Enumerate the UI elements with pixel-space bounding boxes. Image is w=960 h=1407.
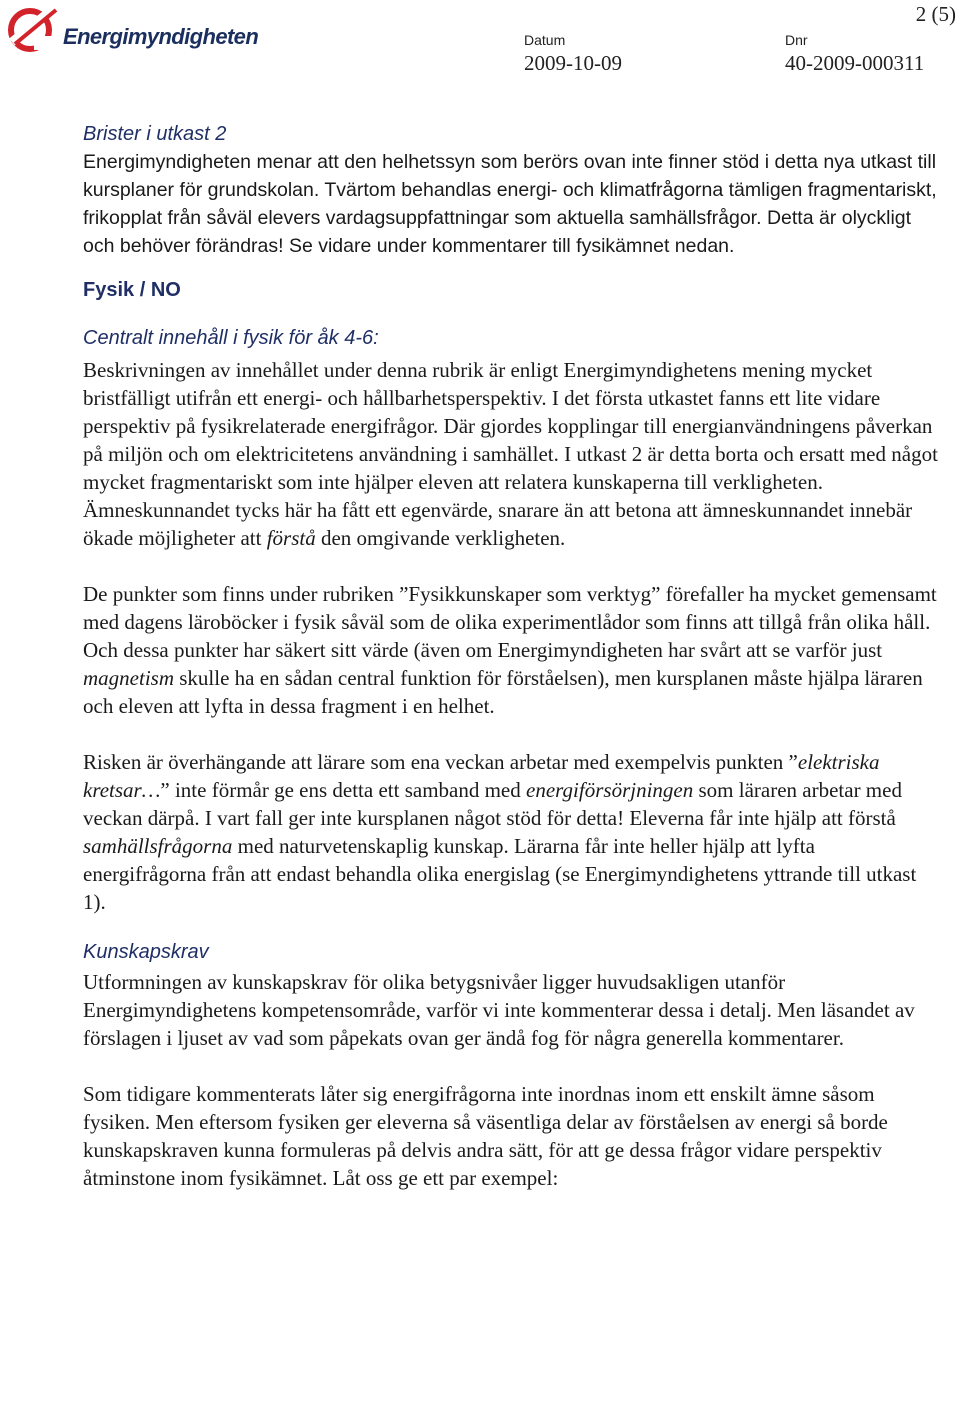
date-value: 2009-10-09 bbox=[524, 51, 622, 75]
energimyndigheten-logo bbox=[6, 4, 259, 54]
paragraph-brister: Energimyndigheten menar att den helhetssyn som berörs ovan inte finner stöd i detta nya utkast till kursplaner för grundskolan. Tvärtom behandlas energi- och klimatfrågorna tämligen fragmentariskt, frikopplat från såväl elevers vardagsuppfattningar som aktuella samhällsfrågor. Detta är olyckligt och behöver förändras! Se vidare under kommentarer till fysikämnet nedan. bbox=[83, 151, 937, 257]
heading-fysik: Fysik / NO bbox=[83, 279, 181, 301]
paragraph-2 bbox=[83, 580, 943, 720]
p1-text-a: Beskrivningen av innehållet under denna rubrik är enligt Energimyndighetens mening mycket bristfälligt utifrån ett energi- och hållbarhetsperspektiv. I det första utkastet fanns ett lite vidare perspektiv på fysikrelaterade energifrågor. Där gjordes kopplingar till energianvändningens påverkan på miljön och om elektricitetens användning i samhället. I utkast 2 är detta borta och ersatt med något mycket fragmentariskt som inte hjälper eleven att relatera kunskaperna till verkligheten. Ämneskunnandet tycks här ha fått ett egenvärde, snarare än att betona att ämneskunnandet innebär ökade möjligheter att bbox=[83, 358, 938, 550]
p1-text-b: den omgivande verkligheten. bbox=[315, 526, 566, 550]
p2-text-b: skulle ha en sådan central funktion för förståelsen), men kursplanen måste hjälpa läraren och eleven att lyfta in dessa fragment i en helhet. bbox=[83, 666, 923, 718]
heading-centralt: Centralt innehåll i fysik för åk 4-6: bbox=[83, 327, 379, 349]
p3-text-c: som läraren arbetar med veckan därpå. I vart fall ger inte kursplanen något stöd för detta! Eleverna får inte hjälp att förstå bbox=[83, 778, 902, 830]
logo-mark-icon bbox=[6, 4, 62, 54]
page-number: 2 (5) bbox=[915, 2, 956, 26]
p3-text-a: Risken är överhängande att lärare som ena veckan arbetar med exempelvis punkten ” bbox=[83, 750, 798, 774]
p3-emphasis-2: energiförsörjningen bbox=[526, 778, 694, 802]
p3-text-b: ” inte förmår ge ens detta ett samband med bbox=[160, 778, 527, 802]
dnr-label: Dnr bbox=[785, 32, 808, 48]
p3-emphasis-3: samhällsfrågorna bbox=[83, 834, 233, 858]
p2-emphasis: magnetism bbox=[83, 666, 174, 690]
paragraph-5: Som tidigare kommenterats låter sig energifrågorna inte inordnas inom ett enskilt ämne såsom fysiken. Men eftersom fysiken ger eleverna så väsentliga delar av förståelsen av energi så borde kunskapskraven kunna formuleras på delvis andra sätt, för att ge dessa frågor vidare perspektiv åtminstone inom fysikämnet. Låt oss ge ett par exempel: bbox=[83, 1082, 888, 1190]
p1-emphasis: förstå bbox=[266, 526, 316, 550]
p2-text-a: De punkter som finns under rubriken ”Fysikkunskaper som verktyg” förefaller ha mycket gemensamt med dagens läroböcker i fysik såväl som de olika experimentlådor som finns att tillgå från olika håll. Och dessa punkter har säkert sitt värde (även om Energimyndigheten har svårt att se varför just bbox=[83, 582, 937, 662]
logo-text: Energimyndigheten bbox=[63, 24, 259, 49]
heading-kunskapskrav: Kunskapskrav bbox=[83, 941, 209, 963]
p3-text-d: med naturvetenskaplig kunskap. Lärarna får inte heller hjälp att lyfta energifrågorna från att endast behandla olika energislag (se Energimyndighetens yttrande till utkast 1). bbox=[83, 834, 917, 914]
document-body bbox=[83, 120, 943, 1192]
paragraph-4: Utformningen av kunskapskrav för olika betygsnivåer ligger huvudsakligen utanför Energimyndighetens kompetensområde, varför vi inte kommenterar dessa i detalj. Men läsandet av förslagen i ljuset av vad som påpekats ovan ger ändå fog för några generella kommentarer. bbox=[83, 970, 915, 1050]
dnr-value: 40-2009-000311 bbox=[785, 51, 925, 75]
paragraph-3 bbox=[83, 748, 943, 916]
p3-emphasis-1: elektriska kretsar… bbox=[83, 750, 880, 802]
heading-brister: Brister i utkast 2 bbox=[83, 123, 227, 145]
date-label: Datum bbox=[524, 32, 566, 48]
paragraph-1 bbox=[83, 356, 943, 552]
